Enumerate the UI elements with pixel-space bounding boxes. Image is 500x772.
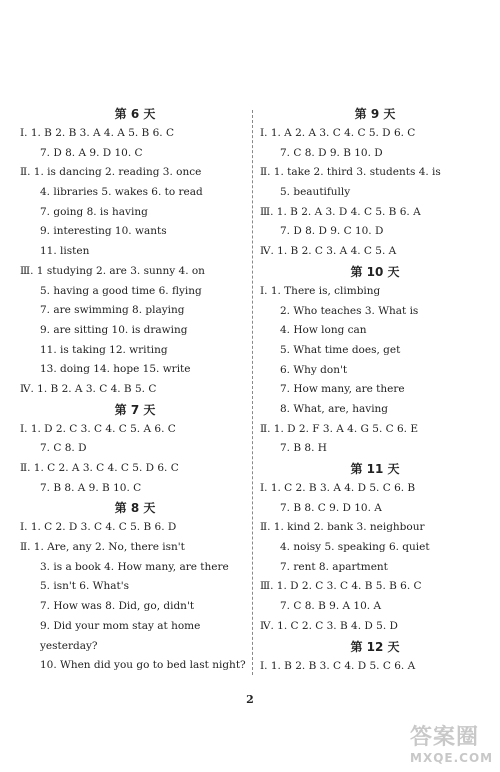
answer-line: 6. Why don't	[280, 363, 348, 376]
answer-line: Ⅰ. 1. C 2. B 3. A 4. D 5. C 6. B	[260, 482, 416, 494]
answer-line: Ⅰ. 1. D 2. C 3. C 4. C 5. A 6. C	[20, 422, 176, 435]
answer-line: 7. How many, are there	[280, 383, 405, 396]
answer-line: Ⅱ. 1. Are, any 2. No, there isn't	[20, 541, 185, 554]
answer-line: 7. D 8. D 9. C 10. D	[280, 225, 384, 238]
answer-line: Ⅰ. 1. B 2. B 3. C 4. D 5. C 6. A	[260, 659, 416, 672]
answer-line: 3. is a book 4. How many, are there	[40, 560, 229, 573]
answer-line: yesterday?	[40, 639, 98, 652]
right-column	[260, 104, 490, 676]
answer-line: 7. B 8. A 9. B 10. C	[40, 481, 142, 494]
answer-line: 8. What, are, having	[280, 402, 389, 415]
answer-line: 7. going 8. is having	[40, 205, 148, 218]
answer-line: Ⅲ. 1 studying 2. are 3. sunny 4. on	[20, 264, 205, 277]
answer-line: 5. isn't 6. What's	[40, 580, 129, 593]
answer-line: Ⅰ. 1. A 2. A 3. C 4. C 5. D 6. C	[260, 127, 416, 139]
answer-line: Ⅳ. 1. C 2. C 3. B 4. D 5. D	[260, 619, 398, 632]
answer-line: Ⅲ. 1. D 2. C 3. C 4. B 5. B 6. C	[260, 580, 422, 593]
answer-line: Ⅱ. 1. kind 2. bank 3. neighbour	[260, 521, 425, 534]
day-title: 第 11 天	[350, 462, 400, 476]
answer-line: 7. are swimming 8. playing	[40, 304, 185, 317]
day-title: 第 10 天	[350, 264, 400, 279]
answer-line: 9. interesting 10. wants	[40, 225, 167, 238]
column-divider	[252, 110, 253, 675]
day-title: 第 7 天	[114, 402, 156, 417]
answer-line: Ⅱ. 1. D 2. F 3. A 4. G 5. C 6. E	[260, 422, 419, 435]
answer-line: 11. is taking 12. writing	[40, 343, 168, 356]
answer-line: Ⅰ. 1. B 2. B 3. A 4. A 5. B 6. C	[20, 127, 174, 139]
watermark-main: 答案圈	[410, 725, 480, 750]
answer-line: 7. B 8. H	[280, 442, 327, 455]
answer-line: 7. B 8. C 9. D 10. A	[280, 501, 382, 514]
day-title: 第 9 天	[354, 107, 396, 121]
answer-line: Ⅰ. 1. There is, climbing	[260, 284, 381, 297]
answer-line: 7. C 8. D 9. B 10. D	[280, 146, 383, 159]
answer-line: 5. What time does, get	[280, 343, 401, 356]
answer-line: 5. beautifully	[280, 186, 351, 199]
left-column	[20, 104, 250, 676]
answer-line: 5. having a good time 6. flying	[40, 284, 202, 297]
day-title: 第 12 天	[350, 639, 400, 654]
answer-line: 10. When did you go to bed last night?	[40, 659, 246, 672]
answer-line: Ⅱ. 1. take 2. third 3. students 4. is	[260, 166, 441, 179]
answer-line: 4. noisy 5. speaking 6. quiet	[280, 541, 430, 554]
answer-line: 13. doing 14. hope 15. write	[40, 363, 191, 376]
answer-line: 4. How long can	[280, 324, 367, 337]
answer-line: Ⅲ. 1. B 2. A 3. D 4. C 5. B 6. A	[260, 205, 421, 218]
watermark	[410, 725, 493, 765]
watermark-sub: MXQE.COM	[410, 751, 494, 765]
answer-line: 11. listen	[40, 245, 90, 258]
answer-line: 7. How was 8. Did, go, didn't	[40, 600, 195, 613]
day-title: 第 8 天	[114, 501, 156, 516]
answer-line: 4. libraries 5. wakes 6. to read	[40, 186, 203, 199]
answer-line: Ⅳ. 1. B 2. A 3. C 4. B 5. C	[20, 382, 157, 395]
answer-line: 9. are sitting 10. is drawing	[40, 323, 188, 336]
answer-line: 9. Did your mom stay at home	[40, 619, 201, 632]
answer-line: 7. C 8. B 9. A 10. A	[280, 600, 382, 613]
day-title: 第 6 天	[114, 107, 156, 121]
answer-line: 2. Who teaches 3. What is	[280, 304, 419, 317]
answer-line: Ⅳ. 1. B 2. C 3. A 4. C 5. A	[260, 245, 397, 258]
answer-line: Ⅱ. 1. is dancing 2. reading 3. once	[20, 166, 202, 179]
answer-line: Ⅱ. 1. C 2. A 3. C 4. C 5. D 6. C	[20, 462, 179, 474]
answer-line: 7. D 8. A 9. D 10. C	[40, 146, 143, 159]
answer-line: Ⅰ. 1. C 2. D 3. C 4. C 5. B 6. D	[20, 521, 177, 534]
page-number: 2	[246, 693, 254, 706]
answer-line: 7. C 8. D	[40, 442, 87, 455]
answer-line: 7. rent 8. apartment	[280, 560, 388, 573]
